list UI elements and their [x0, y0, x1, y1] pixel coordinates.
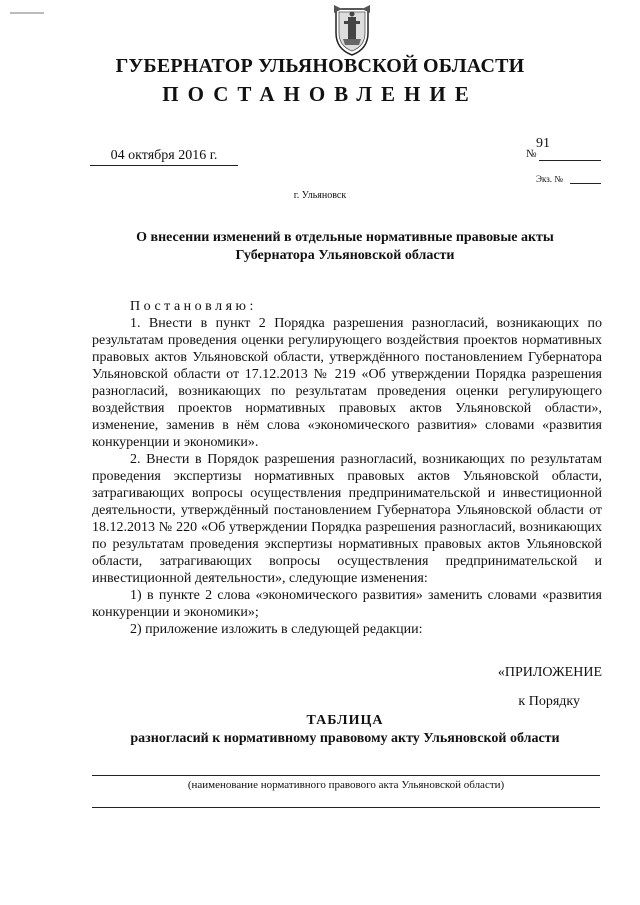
table-subtitle: разногласий к нормативному правовому акту Ульяновской области [130, 731, 560, 746]
governor-title: ГУБЕРНАТОР УЛЬЯНОВСКОЙ ОБЛАСТИ [115, 55, 525, 77]
number-underline [539, 160, 601, 161]
coat-of-arms-icon [330, 3, 374, 57]
decree-word: Постановляю: [130, 299, 257, 314]
decree-subject [90, 229, 600, 265]
list-item: 2) приложение изложить в следующей редакции: [130, 622, 423, 637]
appendix-heading: «ПРИЛОЖЕНИЕ [497, 665, 602, 680]
table-title: ТАБЛИЦА [306, 713, 384, 728]
decree-number: 91 [536, 136, 550, 151]
decree-body [92, 298, 602, 638]
copy-underline [570, 183, 601, 184]
number-label: № [526, 148, 537, 160]
document-type: ПОСТАНОВЛЕНИЕ [162, 82, 478, 106]
subject-line-2: Губернатора Ульяновской области [235, 248, 455, 263]
appendix-reference: к Порядку [518, 694, 580, 709]
decree-date: 04 октября 2016 г. [90, 148, 238, 166]
subject-line-1: О внесении изменений в отдельные нормативные правовые акты [136, 230, 554, 245]
blank-line [92, 807, 600, 808]
blank-line-caption: (наименование нормативного правового акта Ульяновской области) [187, 779, 505, 791]
copy-label: Экз. № [536, 174, 563, 184]
scan-mark [10, 12, 44, 14]
list-item: 1) в пункте 2 слова «экономического развития» заменить словами «развития конкуренции и экономики»; [92, 588, 602, 620]
paragraph-2: 2. Внести в Порядок разрешения разногласий, возникающих по результатам проведения экспертизы нормативных правовых актов Ульяновской области, затрагивающих вопросы осуществления предпринимательской и инвестиционной деятельности, утверждённый постановлением Губернатора Ульяновской области от 18.12.2013 № 220 «Об утверждении Порядка разрешения разногласий, возникающих по результатам проведения экспертизы нормативных правовых актов Ульяновской области, затрагивающих вопросы осуществления предпринимательской и инвестиционной деятельности», следующие изменения: [92, 452, 602, 586]
paragraph-1: 1. Внести в пункт 2 Порядка разрешения разногласий, возникающих по результатам проведения оценки регулирующего воздействия проектов нормативных правовых актов Ульяновской области, утверждённого постановлением Губернатора Ульяновской области от 17.12.2013 № 219 «Об утверждении Порядка разрешения разногласий, возникающих по результатам проведения оценки регулирующего воздействия проектов нормативных правовых актов Ульяновской области», изменение, заменив в нём слова «экономического развития» словами «развития конкуренции и экономики». [92, 316, 602, 450]
city: г. Ульяновск [293, 190, 347, 201]
blank-line [92, 775, 600, 776]
